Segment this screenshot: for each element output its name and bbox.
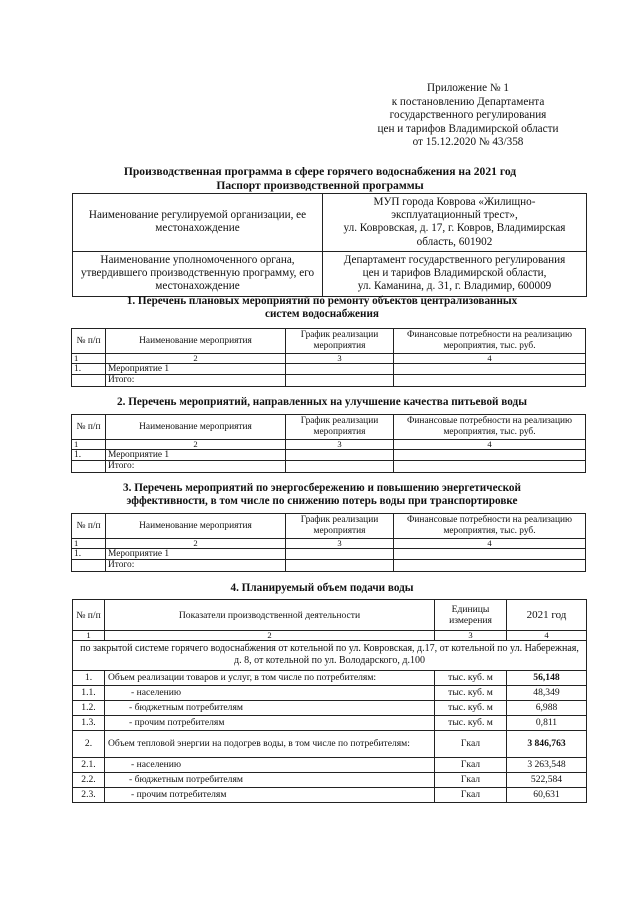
document-title [60, 165, 580, 192]
column-number: 2 [106, 354, 286, 364]
section-title-line: 2. Перечень мероприятий, направленных на улучшение качества питьевой воды [117, 396, 527, 408]
column-header: Финансовые потребности на реализацию мероприятия, тыс. руб. [394, 514, 586, 539]
column-header: Наименование мероприятия [106, 329, 286, 354]
supply-system-description: по закрытой системе горячего водоснабжения от котельной по ул. Ковровская, д.17, от котельной по ул. Набережная, д. 8, от котельной по ул. Володарского, д.100 [73, 640, 587, 670]
unit-cell: тыс. куб. м [435, 715, 507, 730]
schedule-cell [286, 548, 394, 560]
indicator-name: - бюджетным потребителям [105, 772, 435, 787]
column-number-row [73, 631, 587, 641]
finance-cell [394, 449, 586, 461]
unit-cell: Гкал [435, 757, 507, 772]
column-header: Финансовые потребности на реализацию мероприятия, тыс. руб. [394, 415, 586, 440]
row-number: 1.3. [73, 715, 105, 730]
passport-value-line: цен и тарифов Владимирской области, [362, 267, 547, 280]
unit-cell: Гкал [435, 772, 507, 787]
section-1-table [71, 328, 586, 387]
table-header-row [72, 415, 586, 440]
value-cell: 3 263,548 [507, 757, 587, 772]
table-row [73, 640, 587, 670]
indicator-name: - населению [105, 757, 435, 772]
column-number: 3 [286, 440, 394, 450]
value-cell: 0,811 [507, 715, 587, 730]
indicator-name: - населению [105, 685, 435, 700]
table-row [72, 375, 586, 387]
column-number: 4 [394, 440, 586, 450]
value-cell: 60,631 [507, 787, 587, 802]
column-header: № п/п [72, 329, 106, 354]
passport-label: Наименование регулируемой организации, ее местонахождение [73, 194, 323, 252]
section-title-line: 4. Планируемый объем подачи воды [230, 582, 414, 594]
indicator-name: Объем тепловой энергии на подогрев воды, в том числе по потребителям: [105, 730, 435, 757]
section-3-title [60, 482, 584, 509]
row-number: 1.2. [73, 700, 105, 715]
column-header: № п/п [72, 514, 106, 539]
appendix-line: государственного регулирования [389, 109, 547, 122]
section-title-line: систем водоснабжения [265, 308, 379, 321]
passport-value-line: ул. Ковровская, д. 17, г. Ковров, Владимирская [343, 222, 566, 235]
table-row [73, 194, 587, 252]
passport-label: Наименование уполномоченного органа, утвердившего производственную программу, его местонахождение [73, 251, 323, 296]
table-header-row [72, 514, 586, 539]
row-number: 2.3. [73, 787, 105, 802]
passport-value [323, 194, 587, 252]
schedule-cell [286, 560, 394, 572]
row-number [72, 375, 106, 387]
indicator-name: Объем реализации товаров и услуг, в том числе по потребителям: [105, 670, 435, 685]
section-3-table [71, 513, 586, 572]
column-number: 3 [286, 354, 394, 364]
appendix-line: от 15.12.2020 № 43/358 [412, 136, 524, 149]
value-cell: 56,148 [507, 670, 587, 685]
table-row [72, 449, 586, 461]
table-row [73, 772, 587, 787]
column-number: 2 [106, 440, 286, 450]
table-row [72, 461, 586, 473]
column-number: 2 [105, 631, 435, 641]
schedule-cell [286, 375, 394, 387]
column-number: 3 [286, 539, 394, 549]
table-row [72, 548, 586, 560]
table-row [73, 757, 587, 772]
section-2-title [60, 396, 584, 409]
column-header: График реализации мероприятия [286, 514, 394, 539]
value-cell: 522,584 [507, 772, 587, 787]
column-header: График реализации мероприятия [286, 415, 394, 440]
row-number: 1. [72, 363, 106, 375]
column-header: Единицы измерения [435, 600, 507, 631]
table-row [73, 787, 587, 802]
section-title-line: 1. Перечень плановых мероприятий по ремонту объектов централизованных [126, 295, 518, 307]
value-cell: 3 846,763 [507, 730, 587, 757]
finance-cell [394, 363, 586, 375]
unit-cell: тыс. куб. м [435, 670, 507, 685]
measure-name: Мероприятие 1 [106, 548, 286, 560]
value-cell: 6,988 [507, 700, 587, 715]
table-header-row [73, 600, 587, 631]
table-row [73, 685, 587, 700]
column-number-row [72, 539, 586, 549]
passport-value-line: область, 601902 [416, 235, 493, 248]
column-number: 3 [435, 631, 507, 641]
row-number: 2.1. [73, 757, 105, 772]
section-title-line: эффективности, в том числе по снижению потерь воды при транспортировке [126, 495, 518, 508]
indicator-name: - прочим потребителям [105, 715, 435, 730]
finance-cell [394, 548, 586, 560]
value-cell: 48,349 [507, 685, 587, 700]
section-1-title [60, 295, 584, 322]
title-line: Паспорт производственной программы [216, 178, 424, 192]
row-number [72, 560, 106, 572]
finance-cell [394, 560, 586, 572]
row-number: 1.1. [73, 685, 105, 700]
table-row [73, 715, 587, 730]
title-line: Производственная программа в сфере горячего водоснабжения на 2021 год [123, 165, 517, 178]
appendix-line: цен и тарифов Владимирской области [377, 122, 559, 135]
unit-cell: Гкал [435, 730, 507, 757]
appendix-line: к постановлению Департамента [391, 95, 545, 108]
column-header: № п/п [72, 415, 106, 440]
column-number-row [72, 354, 586, 364]
total-label: Итого: [106, 560, 286, 572]
passport-value-line: эксплуатационный трест», [391, 209, 518, 222]
column-header: Финансовые потребности на реализацию мероприятия, тыс. руб. [394, 329, 586, 354]
column-header: № п/п [73, 600, 105, 631]
indicator-name: - прочим потребителям [105, 787, 435, 802]
measure-name: Мероприятие 1 [106, 449, 286, 461]
row-number [72, 461, 106, 473]
table-header-row [72, 329, 586, 354]
row-number: 2. [73, 730, 105, 757]
table-row [72, 363, 586, 375]
row-number: 1. [72, 548, 106, 560]
finance-cell [394, 375, 586, 387]
passport-value-line: МУП города Коврова «Жилищно- [373, 196, 536, 208]
unit-cell: тыс. куб. м [435, 685, 507, 700]
section-4-title [60, 582, 584, 595]
section-2-table [71, 414, 586, 473]
appendix-header [340, 82, 596, 150]
schedule-cell [286, 363, 394, 375]
table-row [73, 700, 587, 715]
column-number: 1 [72, 539, 106, 549]
column-header: Наименование мероприятия [106, 415, 286, 440]
measure-name: Мероприятие 1 [106, 363, 286, 375]
column-number: 1 [72, 440, 106, 450]
unit-cell: Гкал [435, 787, 507, 802]
schedule-cell [286, 449, 394, 461]
column-number-row [72, 440, 586, 450]
table-row [72, 560, 586, 572]
appendix-line: Приложение № 1 [427, 82, 509, 94]
column-number: 2 [106, 539, 286, 549]
table-row [73, 730, 587, 757]
passport-value [323, 251, 587, 296]
column-header: 2021 год [507, 600, 587, 631]
row-number: 1. [72, 449, 106, 461]
column-number: 4 [507, 631, 587, 641]
finance-cell [394, 461, 586, 473]
column-header: Показатели производственной деятельности [105, 600, 435, 631]
unit-cell: тыс. куб. м [435, 700, 507, 715]
indicator-name: - бюджетным потребителям [105, 700, 435, 715]
column-number: 1 [73, 631, 105, 641]
table-row [73, 251, 587, 296]
total-label: Итого: [106, 461, 286, 473]
column-header: Наименование мероприятия [106, 514, 286, 539]
passport-value-line: ул. Каманина, д. 31, г. Владимир, 600009 [357, 280, 552, 293]
row-number: 1. [73, 670, 105, 685]
column-number: 4 [394, 539, 586, 549]
column-header: График реализации мероприятия [286, 329, 394, 354]
column-number: 1 [72, 354, 106, 364]
section-title-line: 3. Перечень мероприятий по энергосбережению и повышению энергетической [123, 482, 521, 494]
section-4-table [72, 599, 587, 803]
total-label: Итого: [106, 375, 286, 387]
passport-table [72, 193, 587, 297]
schedule-cell [286, 461, 394, 473]
table-row [73, 670, 587, 685]
passport-value-line: Департамент государственного регулирования [343, 254, 566, 266]
column-number: 4 [394, 354, 586, 364]
row-number: 2.2. [73, 772, 105, 787]
